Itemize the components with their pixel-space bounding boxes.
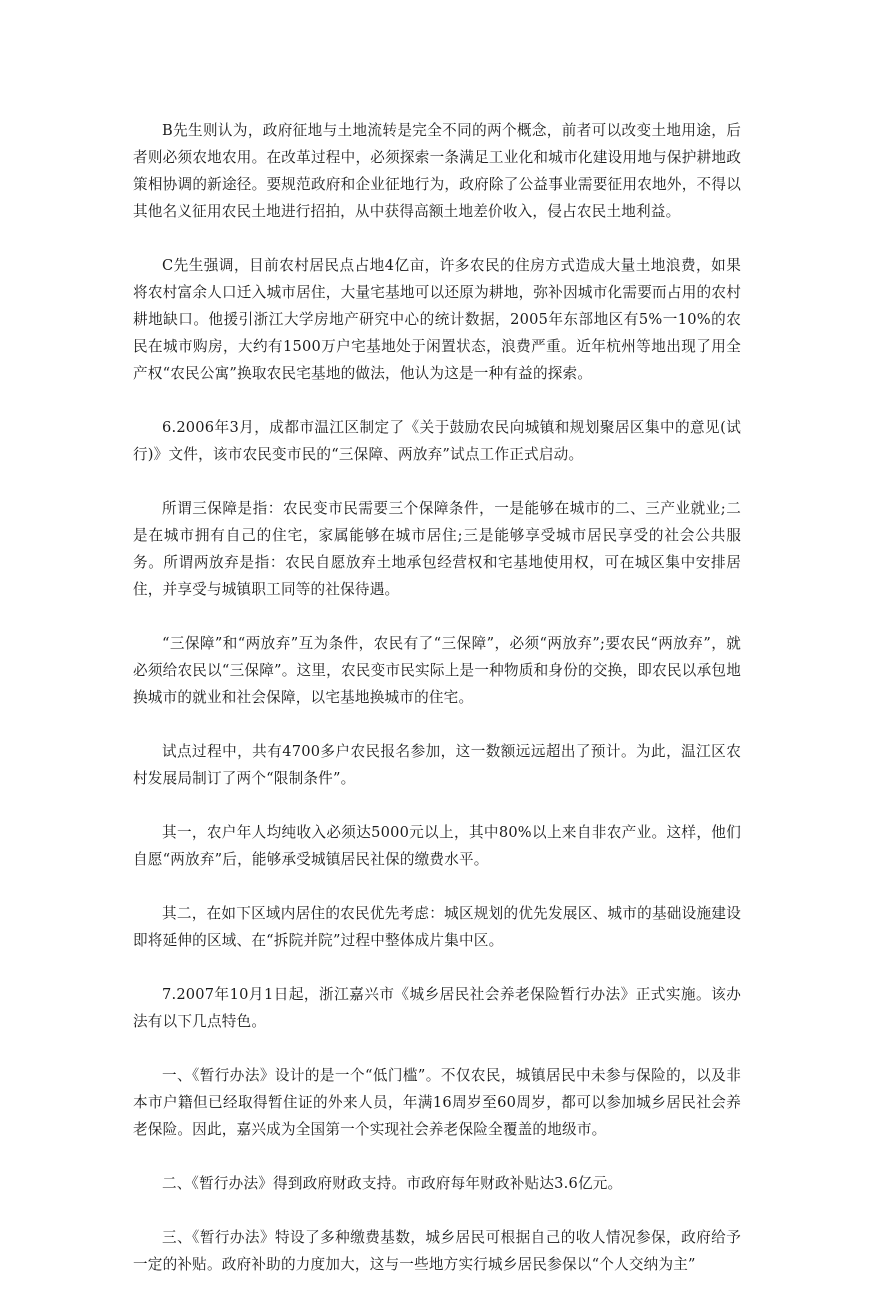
- paragraph-three-guarantees: 所谓三保障是指：农民变市民需要三个保障条件，一是能够在城市的二、三产业就业;二是在城市拥有自己的住宅，家属能够在城市居住;三是能够享受城市居民享受的社会公共服务。所谓两放弃是指：农民自愿放弃土地承包经营权和宅基地使用权，可在城区集中安排居住，并享受与城镇职工同等的社保待遇。: [133, 500, 741, 598]
- paragraph-feature-2: 二、《暂行办法》得到政府财政支持。市政府每年财政补贴达3.6亿元。: [162, 1175, 623, 1192]
- document-page: [133, 117, 741, 1305]
- paragraph-c-opinion: C先生强调，目前农村居民点占地4亿亩，许多农民的住房方式造成大量土地浪费，如果将农村富余人口迁入城市居住，大量宅基地可以还原为耕地，弥补因城市化需要而占用的农村耕地缺口。他援引浙江大学房地产研究中心的统计数据，2005年东部地区有5%一10%的农民在城市购房，大约有1500万户宅基地处于闲置状态，浪费严重。近年杭州等地出现了用全产权“农民公寓”换取农民宅基地的做法，他认为这是一种有益的探索。: [133, 257, 741, 382]
- paragraph-condition-1: 其一，农户年人均纯收入必须达5000元以上，其中80%以上来自非农产业。这样，他们自愿“两放弃”后，能够承受城镇居民社保的缴费水平。: [133, 824, 741, 868]
- paragraph-item-7: 7.2007年10月1日起，浙江嘉兴市《城乡居民社会养老保险暂行办法》正式实施。该办法有以下几点特色。: [133, 986, 741, 1030]
- paragraph-feature-3: 三、《暂行办法》特设了多种缴费基数，城乡居民可根据自己的收人情况参保，政府给予一定的补贴。政府补助的力度加大，这与一些地方实行城乡居民参保以“个人交纳为主”: [133, 1229, 741, 1273]
- paragraph-exchange: “三保障”和“两放弃”互为条件，农民有了“三保障”，必须“两放弃”;要农民“两放弃”，就必须给农民以“三保障”。这里，农民变市民实际上是一种物质和身份的交换，即农民以承包地换城市的就业和社会保障，以宅基地换城市的住宅。: [133, 635, 741, 706]
- paragraph-b-opinion: B先生则认为，政府征地与土地流转是完全不同的两个概念，前者可以改变土地用途，后者则必须农地农用。在改革过程中，必须探索一条满足工业化和城市化建设用地与保护耕地政策相协调的新途径。要规范政府和企业征地行为，政府除了公益事业需要征用农地外，不得以其他名义征用农民土地进行招拍，从中获得高额土地差价收入，侵占农民土地利益。: [133, 122, 741, 220]
- paragraph-condition-2: 其二，在如下区域内居住的农民优先考虑：城区规划的优先发展区、城市的基础设施建设即将延伸的区域、在“拆院并院”过程中整体成片集中区。: [133, 905, 741, 949]
- paragraph-item-6: 6.2006年3月，成都市温江区制定了《关于鼓励农民向城镇和规划聚居区集中的意见(试行)》文件，该市农民变市民的“三保障、两放弃”试点工作正式启动。: [133, 419, 741, 463]
- paragraph-pilot: 试点过程中，共有4700多户农民报名参加，这一数额远远超出了预计。为此，温江区农村发展局制订了两个“限制条件”。: [133, 743, 741, 787]
- paragraph-feature-1: 一、《暂行办法》设计的是一个“低门槛”。不仅农民，城镇居民中未参与保险的，以及非本市户籍但已经取得暂住证的外来人员，年满16周岁至60周岁，都可以参加城乡居民社会养老保险。因此，嘉兴成为全国第一个实现社会养老保险全覆盖的地级市。: [133, 1067, 741, 1138]
